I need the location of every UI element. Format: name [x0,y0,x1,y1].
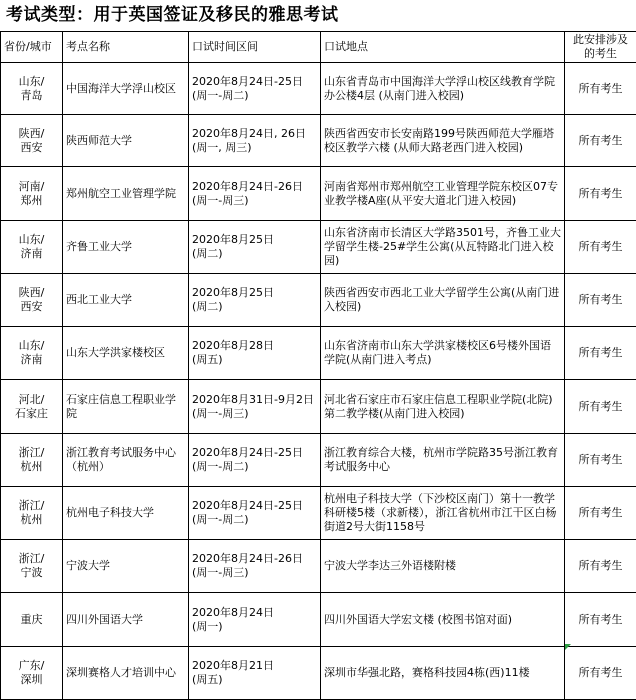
cell-speaking-time: 2020年8月24日-26日 (周一-周三) [189,167,321,220]
cell-applicable-candidates: 所有考生 [565,63,636,115]
cell-applicable-candidates: 所有考生 [565,593,636,646]
table-row [1,433,636,486]
header-province-city: 省份/城市 [1,32,63,63]
cell-applicable-candidates: 所有考生 [565,433,636,486]
cell-speaking-time: 2020年8月21日 (周五) [189,646,321,699]
cell-province-city: 浙江/ 宁波 [1,540,63,593]
cell-province-city: 广东/ 深圳 [1,646,63,699]
header-venue-name: 考点名称 [63,32,189,63]
cell-speaking-time: 2020年8月24日 (周一) [189,593,321,646]
cell-speaking-location: 河北省石家庄市石家庄信息工程职业学院(北院)第二教学楼(从南门进入校园) [321,380,565,433]
cell-venue-name: 四川外国语大学 [63,593,189,646]
table-row [1,380,636,433]
table-row [1,646,636,699]
exam-schedule-table [0,31,636,700]
cell-venue-name: 西北工业大学 [63,273,189,326]
cell-venue-name: 深圳赛格人才培训中心 [63,646,189,699]
cell-speaking-location: 山东省济南市山东大学洪家楼校区6号楼外国语学院(从南门进入考点) [321,327,565,380]
cell-province-city: 河南/ 郑州 [1,167,63,220]
cell-applicable-candidates: 所有考生 [565,486,636,539]
table-row [1,220,636,273]
cell-venue-name: 宁波大学 [63,540,189,593]
table-row [1,540,636,593]
cell-province-city: 陕西/ 西安 [1,273,63,326]
cell-applicable-candidates: 所有考生 [565,167,636,220]
table-row [1,327,636,380]
table-row [1,273,636,326]
cell-province-city: 山东/ 济南 [1,327,63,380]
cell-venue-name: 山东大学洪家楼校区 [63,327,189,380]
cell-speaking-time: 2020年8月25日 (周二) [189,273,321,326]
header-speaking-location: 口试地点 [321,32,565,63]
cell-venue-name: 郑州航空工业管理学院 [63,167,189,220]
header-applicable-candidates: 此安排涉及的考生 [565,32,636,63]
cell-province-city: 河北/ 石家庄 [1,380,63,433]
cell-speaking-time: 2020年8月28日 (周五) [189,327,321,380]
cell-speaking-time: 2020年8月24日-25日 (周一-周二) [189,486,321,539]
cell-speaking-time: 2020年8月24日-25日 (周一-周二) [189,63,321,115]
cell-venue-name: 齐鲁工业大学 [63,220,189,273]
table-row [1,63,636,115]
cell-speaking-location: 杭州电子科技大学（下沙校区南门）第十一教学科研楼5楼（求新楼），浙江省杭州市江干区白杨街道2号大街1158号 [321,486,565,539]
cell-speaking-location: 陕西省西安市长安南路199号陕西师范大学雁塔校区教学六楼 (从师大路老西门进入校园) [321,115,565,167]
cell-province-city: 山东/ 济南 [1,220,63,273]
cell-applicable-candidates: 所有考生 [565,115,636,167]
cell-comment-marker [565,644,571,650]
cell-speaking-location: 山东省济南市长清区大学路3501号，齐鲁工业大学留学生楼-25#学生公寓(从瓦特路北门进入校园) [321,220,565,273]
cell-applicable-candidates: 所有考生 [565,273,636,326]
cell-applicable-candidates: 所有考生 [565,327,636,380]
cell-venue-name: 杭州电子科技大学 [63,486,189,539]
cell-speaking-location: 深圳市华强北路，赛格科技园4栋(西)11楼 [321,646,565,699]
cell-speaking-time: 2020年8月24日-26日 (周一-周三) [189,540,321,593]
table-row [1,486,636,539]
cell-venue-name: 中国海洋大学浮山校区 [63,63,189,115]
page-title: 考试类型：用于英国签证及移民的雅思考试 [6,5,339,25]
cell-speaking-location: 河南省郑州市郑州航空工业管理学院东校区07专业教学楼A座(从平安大道北门进入校园) [321,167,565,220]
cell-province-city: 浙江/ 杭州 [1,486,63,539]
cell-province-city: 浙江/ 杭州 [1,433,63,486]
cell-venue-name: 陕西师范大学 [63,115,189,167]
cell-speaking-time: 2020年8月31日-9月2日 (周一-周三) [189,380,321,433]
cell-speaking-time: 2020年8月25日 (周二) [189,220,321,273]
cell-applicable-candidates: 所有考生 [565,380,636,433]
cell-venue-name: 浙江教育考试服务中心（杭州） [63,433,189,486]
table-row [1,593,636,646]
cell-speaking-time: 2020年8月24日-25日 (周一-周二) [189,433,321,486]
cell-speaking-location: 浙江教育综合大楼，杭州市学院路35号浙江教育考试服务中心 [321,433,565,486]
table-row [1,115,636,167]
cell-province-city: 山东/ 青岛 [1,63,63,115]
header-speaking-time: 口试时间区间 [189,32,321,63]
cell-speaking-location: 宁波大学李达三外语楼附楼 [321,540,565,593]
cell-applicable-candidates: 所有考生 [565,220,636,273]
cell-speaking-location: 四川外国语大学宏文楼 (校图书馆对面) [321,593,565,646]
cell-venue-name: 石家庄信息工程职业学院 [63,380,189,433]
cell-province-city: 陕西/ 西安 [1,115,63,167]
cell-speaking-location: 陕西省西安市西北工业大学留学生公寓(从南门进入校园) [321,273,565,326]
table-row [1,167,636,220]
cell-speaking-location: 山东省青岛市中国海洋大学浮山校区线教育学院办公楼4层 (从南门进入校园) [321,63,565,115]
cell-province-city: 重庆 [1,593,63,646]
cell-speaking-time: 2020年8月24日, 26日 (周一, 周三) [189,115,321,167]
cell-applicable-candidates: 所有考生 [565,540,636,593]
cell-applicable-candidates: 所有考生 [565,646,636,699]
table-header-row [1,32,636,63]
